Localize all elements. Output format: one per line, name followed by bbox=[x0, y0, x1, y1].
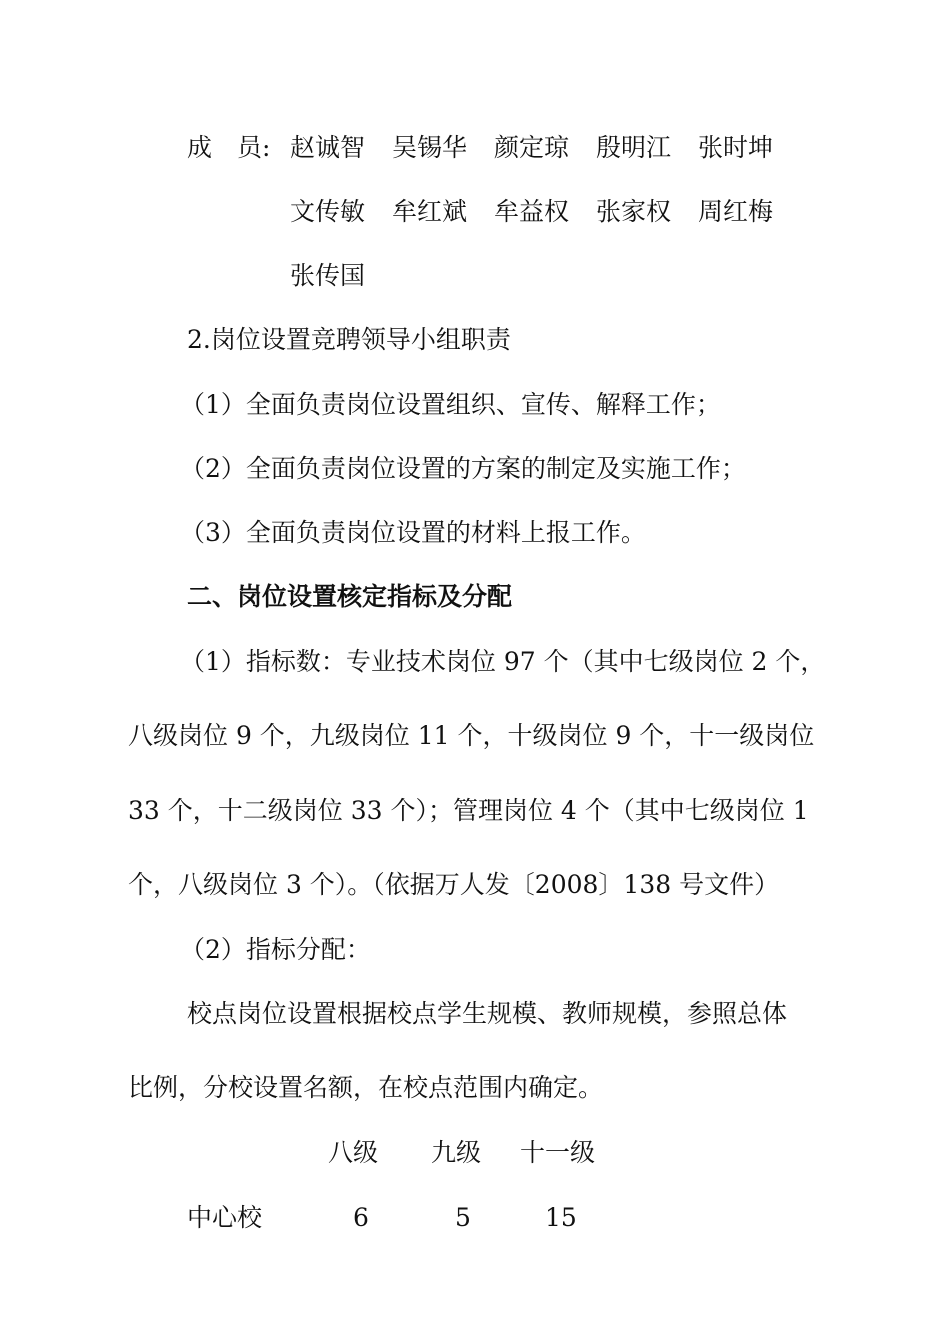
table-header: 八级 bbox=[328, 1138, 379, 1167]
paragraph-line: 比例，分校设置名额，在校点范围内确定。 bbox=[128, 1073, 604, 1102]
member-name: 赵诚智 bbox=[290, 133, 366, 162]
section-heading: 二、岗位设置核定指标及分配 bbox=[187, 582, 513, 611]
duty-item: （3）全面负责岗位设置的材料上报工作。 bbox=[180, 518, 646, 547]
paragraph-line: 校点岗位设置根据校点学生规模、教师规模，参照总体 bbox=[187, 999, 788, 1028]
member-name: 殷明江 bbox=[596, 133, 672, 162]
table-cell: 5 bbox=[455, 1203, 471, 1232]
paragraph-line: 个，八级岗位 3 个）。（依据万人发〔2008〕138 号文件） bbox=[128, 870, 780, 899]
member-name: 张时坤 bbox=[698, 133, 774, 162]
paragraph-line: （1）指标数：专业技术岗位 97 个（其中七级岗位 2 个， bbox=[180, 647, 826, 676]
member-name: 牟红斌 bbox=[392, 197, 468, 226]
member-name: 张传国 bbox=[290, 261, 366, 290]
member-name: 文传敏 bbox=[290, 197, 366, 226]
member-name: 颜定琼 bbox=[494, 133, 570, 162]
paragraph-line: 八级岗位 9 个，九级岗位 11 个，十级岗位 9 个，十一级岗位 bbox=[128, 721, 815, 750]
table-cell: 15 bbox=[545, 1203, 577, 1232]
table-cell: 6 bbox=[353, 1203, 369, 1232]
member-name: 牟益权 bbox=[494, 197, 570, 226]
member-name: 张家权 bbox=[596, 197, 672, 226]
duty-item: （1）全面负责岗位设置组织、宣传、解释工作； bbox=[180, 390, 721, 419]
member-name: 吴锡华 bbox=[392, 133, 468, 162]
members-label: 成 员: bbox=[187, 133, 271, 162]
section-title: 2.岗位设置竞聘领导小组职责 bbox=[187, 325, 511, 354]
table-header: 十一级 bbox=[520, 1138, 596, 1167]
allocation-label: （2）指标分配： bbox=[180, 935, 371, 964]
member-name: 周红梅 bbox=[698, 197, 774, 226]
duty-item: （2）全面负责岗位设置的方案的制定及实施工作； bbox=[180, 454, 746, 483]
table-header: 九级 bbox=[431, 1138, 482, 1167]
paragraph-line: 33 个，十二级岗位 33 个）；管理岗位 4 个（其中七级岗位 1 bbox=[128, 796, 809, 825]
table-row-label: 中心校 bbox=[187, 1203, 263, 1232]
